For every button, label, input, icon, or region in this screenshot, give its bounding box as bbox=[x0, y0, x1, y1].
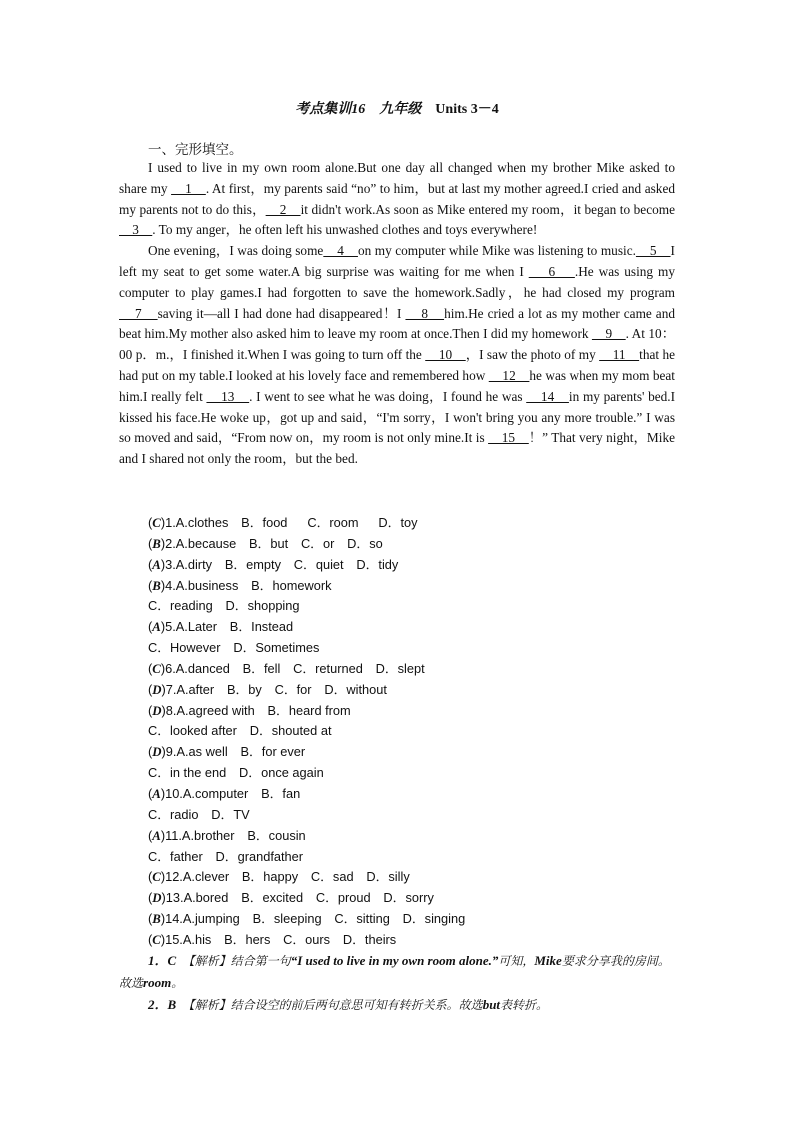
title-cn: 考点集训16 bbox=[295, 102, 366, 117]
option-line: (C)6.A.danced B．fell C．returned D．slept bbox=[148, 660, 425, 676]
option-line: C．looked after D．shouted at bbox=[148, 723, 332, 739]
passage-text: ！” That very night，Mike and I shared not only the room，but the bed. bbox=[119, 430, 676, 467]
option-line: C．radio D．TV bbox=[148, 806, 250, 822]
passage-text: I left my seat to get some water.A big surprise was waiting for me when I bbox=[119, 243, 675, 279]
blank-2: 2 bbox=[265, 201, 301, 217]
options-list bbox=[148, 513, 465, 951]
option-line: (B)2.A.because B．but C．or D．so bbox=[148, 535, 383, 551]
blank-6: 6 bbox=[528, 263, 575, 279]
page-title bbox=[0, 98, 794, 118]
option-line: C．However D．Sometimes bbox=[148, 640, 320, 656]
blank-12: 12 bbox=[488, 367, 530, 383]
option-line: (A)11.A.brother B．cousin bbox=[148, 827, 306, 843]
blank-5: 5 bbox=[635, 243, 671, 259]
option-line: C．father D．grandfather bbox=[148, 848, 304, 864]
passage-text: . At 10：00 p．m.，I finished it.When I was going to turn off the bbox=[119, 326, 675, 363]
passage-text: One evening，I was doing some bbox=[148, 243, 324, 259]
option-line: (D)13.A.bored B．excited C．proud D．sorry bbox=[148, 890, 434, 906]
blank-11: 11 bbox=[599, 347, 640, 363]
option-line: (C)12.A.clever B．happy C．sad D．silly bbox=[148, 869, 410, 885]
option-line: (A)5.A.Later B．Instead bbox=[148, 619, 294, 635]
option-line: (B)14.A.jumping B．sleeping C．sitting D．singing bbox=[148, 911, 466, 927]
passage-text: . At first，my parents said “no” to him，but at last my mother agreed.I cried and asked my parents not to do this， bbox=[119, 180, 675, 217]
passage-text: he was when my mom beat him.I really felt bbox=[119, 367, 676, 404]
passage-paragraph-2 bbox=[119, 241, 675, 470]
cloze-passage bbox=[119, 158, 675, 470]
blank-8: 8 bbox=[405, 305, 445, 321]
passage-text: that he had put on my table.I looked at his lovely face and remembered how bbox=[119, 347, 676, 383]
blank-14: 14 bbox=[526, 388, 569, 404]
option-line: (D)7.A.after B．by C．for D．without bbox=[148, 681, 387, 697]
passage-text: .He was using my computer to play games.I had forgotten to save the homework.Sadly，he had closed my program bbox=[119, 263, 675, 300]
blank-15: 15 bbox=[488, 430, 529, 446]
passage-text: . To my anger，he often left his unwashed clothes and toys everywhere! bbox=[152, 222, 538, 238]
passage-text: on my computer while Mike was listening to music. bbox=[357, 243, 636, 259]
passage-text: I used to live in my own room alone.But one day all changed when my brother Mike asked to share my bbox=[119, 160, 675, 196]
option-line: (C)15.A.his B．hers C．ours D．theirs bbox=[148, 931, 397, 947]
blank-1: 1 bbox=[171, 180, 206, 196]
blank-10: 10 bbox=[425, 347, 466, 363]
passage-text: it didn't work.As soon as Mike entered my room，it began to become bbox=[300, 201, 676, 217]
explanation-1: 1．C 【解析】结合第一句“I used to live in my own room alone.”可知，Mike要求分享我的房间。故选room。 bbox=[119, 953, 670, 990]
blank-13: 13 bbox=[206, 388, 250, 404]
section-label: 一、完形填空。 bbox=[148, 142, 243, 158]
explanations bbox=[119, 950, 675, 1016]
passage-text: him.He cried a lot as my mother came and beat him.My mother also asked him to leave my room at once.Then I did my homework bbox=[119, 305, 676, 342]
passage-paragraph-1 bbox=[119, 158, 675, 241]
option-line: (D)8.A.agreed with B．heard from bbox=[148, 702, 351, 718]
option-line: (A)3.A.dirty B．empty C．quiet D．tidy bbox=[148, 556, 399, 572]
passage-text: saving it—all I had done had disappeared！I bbox=[157, 305, 406, 321]
blank-3: 3 bbox=[119, 222, 153, 238]
option-line: (D)9.A.as well B．for ever bbox=[148, 744, 306, 760]
passage-text: ，I saw the photo of my bbox=[465, 347, 600, 363]
option-line: (B)4.A.business B．homework bbox=[148, 577, 332, 593]
option-line: (C)1.A.clothes B．food C．room D．toy bbox=[148, 515, 418, 530]
title-grade: 九年级 bbox=[379, 102, 422, 117]
passage-text: in my parents' bed.I kissed his face.He woke up，got up and said，“I'm sorry，I won't bring you any more trouble.” I was so moved and said，“From now on，my room is not only mine.It is bbox=[119, 388, 676, 446]
blank-4: 4 bbox=[323, 243, 358, 259]
blank-9: 9 bbox=[591, 326, 626, 342]
passage-text: . I went to see what he was doing，I found he was bbox=[249, 388, 527, 404]
explanation-2: 2．B 【解析】结合设空的前后两句意思可知有转折关系。故选but表转折。 bbox=[148, 997, 549, 1012]
option-line: (A)10.A.computer B．fan bbox=[148, 785, 301, 801]
blank-7: 7 bbox=[119, 305, 158, 321]
title-units: Units 3－4 bbox=[435, 102, 499, 117]
option-line: C．reading D．shopping bbox=[148, 598, 300, 614]
option-line: C．in the end D．once again bbox=[148, 765, 324, 781]
